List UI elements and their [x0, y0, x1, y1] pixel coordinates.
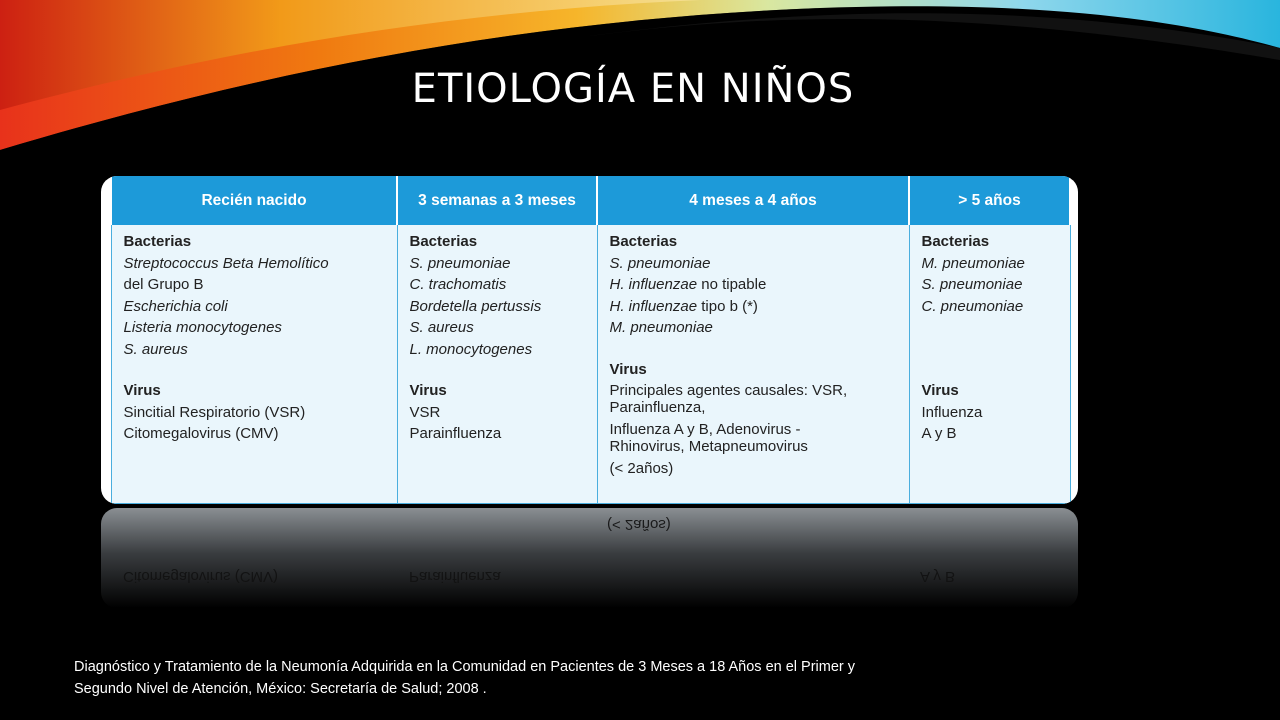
reflection-text: A y B	[920, 568, 956, 585]
virus-heading: Virus	[123, 382, 161, 399]
table-row	[111, 225, 1070, 504]
organism-name: H. influenzae	[609, 297, 698, 315]
list-item: A y B	[921, 425, 957, 442]
cell-newborn	[111, 225, 397, 504]
cell-3-weeks-3-months	[397, 225, 597, 504]
bacteria-heading: Bacterias	[921, 233, 990, 250]
list-item: Parainfluenza	[409, 425, 502, 442]
reflection-text: Citomegalovirus (CMV)	[123, 568, 279, 585]
list-item: S. pneumoniae	[609, 254, 711, 272]
header-over-5-years: > 5 años	[909, 176, 1070, 225]
organism-qualifier: tipo b (*)	[697, 297, 758, 315]
list-item: (< 2años)	[609, 460, 674, 477]
etiology-table-frame	[101, 176, 1078, 504]
cell-over-5-years	[909, 225, 1070, 504]
organism-name: H. influenzae	[609, 276, 698, 293]
list-item: S. pneumoniae	[409, 254, 511, 272]
virus-heading: Virus	[409, 382, 447, 399]
list-item: C. pneumoniae	[921, 297, 1024, 315]
bacteria-heading: Bacterias	[409, 233, 478, 250]
list-item: Citomegalovirus (CMV)	[123, 425, 279, 442]
virus-heading: Virus	[921, 382, 959, 399]
list-item: VSR	[409, 403, 441, 421]
etiology-table	[110, 176, 1071, 504]
header-3-weeks-3-months: 3 semanas a 3 meses	[397, 176, 597, 225]
header-4-months-4-years: 4 meses a 4 años	[597, 176, 909, 225]
list-item: Influenza A y B, Adenovirus - Rhinovirus, Metapneumovirus	[609, 421, 808, 455]
list-item	[610, 274, 909, 296]
reflection-gradient	[101, 508, 1078, 608]
list-item: Sincitial Respiratorio (VSR)	[123, 403, 306, 421]
citation-line-1: Diagnóstico y Tratamiento de la Neumonía Adquirida en la Comunidad en Pacientes de 3 Meses a 18 Años en el Primer y	[74, 659, 856, 675]
list-item: S. pneumoniae	[921, 276, 1023, 293]
organism-qualifier: no tipable	[697, 276, 767, 293]
cell-4-months-4-years	[597, 225, 909, 504]
list-item: Bordetella pertussis	[409, 297, 542, 315]
bacteria-heading: Bacterias	[123, 233, 192, 250]
reflection-text: Parainfluenza	[409, 568, 501, 585]
list-item: S. aureus	[409, 319, 474, 336]
list-item: M. pneumoniae	[609, 319, 713, 336]
virus-heading: Virus	[609, 360, 647, 378]
list-item: M. pneumoniae	[921, 254, 1025, 272]
slide-title: ETIOLOGÍA EN NIÑOS	[411, 66, 855, 112]
table-header-row	[111, 176, 1070, 225]
list-item: Influenza	[921, 403, 983, 421]
list-item	[610, 296, 909, 318]
list-item: C. trachomatis	[409, 276, 507, 293]
table-reflection	[101, 508, 1078, 608]
list-item: Streptococcus Beta Hemolítico	[123, 254, 329, 272]
list-item: L. monocytogenes	[409, 340, 533, 358]
citation-line-2: Segundo Nivel de Atención, México: Secretaría de Salud; 2008 .	[74, 681, 487, 697]
bacteria-heading: Bacterias	[609, 233, 678, 250]
citation	[74, 656, 1034, 700]
list-item: Principales agentes causales: VSR, Parainfluenza,	[609, 382, 848, 416]
list-item: Listeria monocytogenes	[123, 319, 282, 336]
list-item: S. aureus	[123, 340, 188, 358]
reflection-text: (< 2años)	[607, 516, 671, 533]
list-item: Escherichia coli	[123, 297, 228, 315]
list-item: del Grupo B	[123, 276, 204, 293]
header-newborn: Recién nacido	[111, 176, 397, 225]
